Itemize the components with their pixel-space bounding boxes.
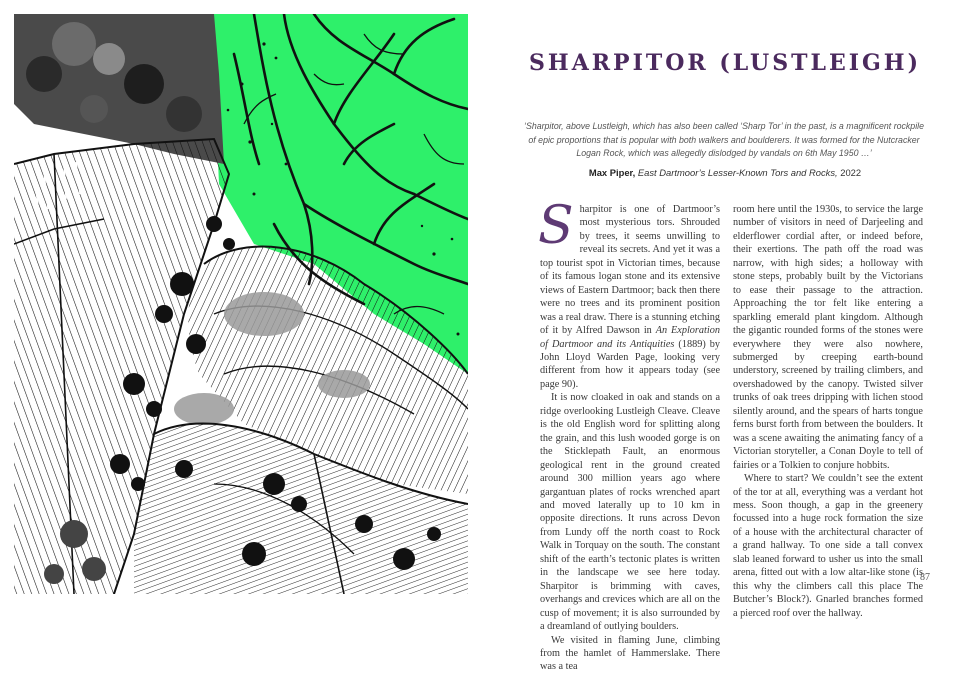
attribution-author: Max Piper, (588, 167, 636, 178)
text-column-left (538, 196, 721, 674)
body-paragraph: We visited in flaming June, climbing from the hamlet of Hammerslake. There was a tea (540, 634, 720, 673)
page-number: 87 (920, 572, 930, 583)
text-column-right (733, 203, 923, 620)
attribution-year: 2022 (840, 167, 862, 178)
page-title: SHARPITOR (LUSTLEIGH) (529, 50, 921, 76)
body-text: (1889) by John Lloyd Warden Page, looking very different from how it appears today (see page 90). (540, 338, 721, 390)
body-paragraph: It is now cloaked in oak and stands on a ridge overlooking Lustleigh Cleave. Cleave is the old English word for splitting along the grain, and this lush wooded gorge is on the Sticklepath Fault, an enormous geological rent in the ground created around 300 million years ago where gargantuan plates of rocks wrenched apart and moved laterally up to 10 km in opposite directions. It runs across Devon from Lundy off the north coast to Rock Walk in Torquay on the south. The constant shift of the earth’s tectonic plates is written in the landscape we see here today. Sharpitor is brimming with caves, overhangs and crevices which are all on the cusp of movement; it is also surrounded by a dreamland of outlying boulders. (540, 392, 720, 633)
drop-cap: S (538, 196, 574, 256)
epigraph-quote: ‘Sharpitor, above Lustleigh, which has also been called ‘Sharp Tor’ in the past, is a magnificent rockpile of epic proportions that is popular with both walkers and boulderers. It was formed for the Nutcracker Logan Rock, which was allegedly dislodged by vandals on 6th May 1950 …’ (524, 121, 925, 159)
tor-illustration (14, 14, 468, 594)
epigraph-attribution (510, 167, 940, 178)
article-page (490, 0, 960, 673)
body-paragraph: Where to start? We couldn’t see the extent of the tor at all, everything was a verdant hot mess. Soon though, a gap in the greenery focussed into a huge rock formation the size of a house with the architectural character of a grand hallway. To one side a tall convex slab leaned forward to usher us into the small arena, fitted out with a low altar-like stone (is this why the climbers call this place The Butcher’s Block?). Gnarled branches formed a pierced roof over the hallway. (733, 473, 923, 619)
book-title-citation: An Exploration of Dartmoor and its Antiquities (540, 325, 720, 350)
body-text: harpitor is one of Dartmoor’s most mysterious tors. Shrouded by trees, it seems unwilling to reveal its secrets. And yet it was a top tourist spot in Victorian times, because of its famous logan stone and its extensive views of Eastern Dartmoor; back then there were no trees and its prominent position was a real draw. There is a stunning etching of it by Alfred Dawson in (540, 204, 720, 337)
body-paragraph (538, 196, 721, 391)
body-paragraph: room here until the 1930s, to service the large number of visitors in need of Darjeeling and elderflower cordial after, or indeed before, their exertions. The path off the road was narrow, with high sides; a holloway with stone steps, probably built by the Victorians to ease their passage to the attraction. Approaching the tor felt like entering a sparkling emerald plant kingdom. Although the gigantic rounded forms of the stones were everywhere they were also nowhere, submerged by creeping earth-bound understory, screened by trailing climbers, and overshadowed by the canopy. Twisted silver trunks of oak trees dripping with lichen stood silently around, and the spears of harts tongue ferns burst forth from between the boulders. It was a scene awaiting the animating fancy of a Victorian storyteller, a Conan Doyle to tell of fairies or a Tolkien to conjure hobbits. (733, 204, 923, 471)
attribution-source: East Dartmoor’s Lesser-Known Tors and Rocks, (637, 167, 838, 178)
